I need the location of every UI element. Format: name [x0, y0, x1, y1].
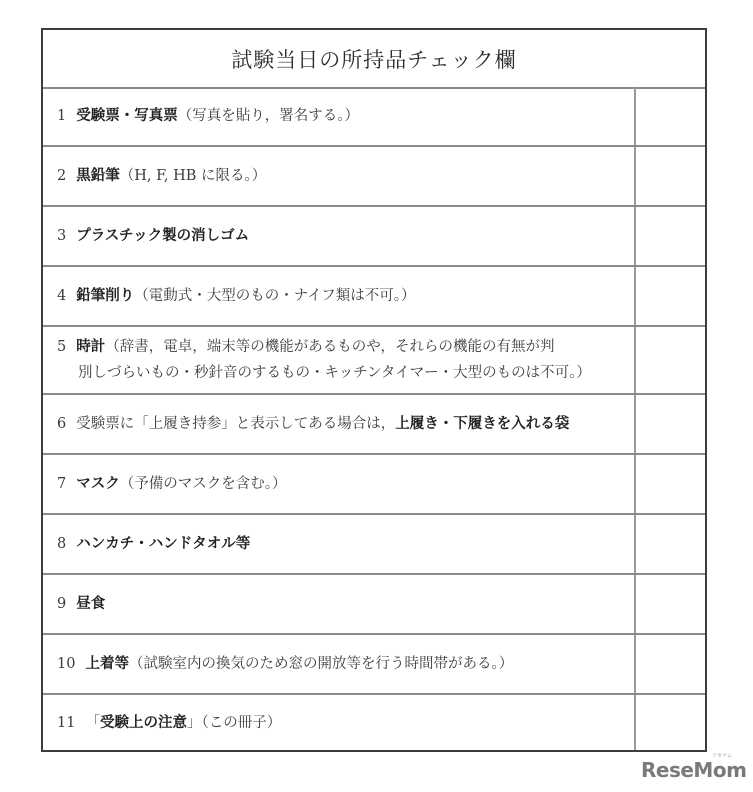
item-note: （辞書，電卓，端末等の機能があるものや，それらの機能の有無が判: [105, 339, 555, 355]
check-box[interactable]: [638, 395, 705, 453]
item-note: 」（この冊子）: [186, 714, 282, 731]
check-box[interactable]: [638, 455, 705, 513]
watermark-ruby: リセマム: [712, 753, 732, 759]
item-name: 受験上の注意: [99, 714, 187, 731]
check-box[interactable]: [638, 635, 705, 693]
item-name: 受験票・写真票: [76, 108, 178, 124]
checklist-row-6: [43, 395, 705, 455]
item-name: 鉛筆削り: [76, 288, 135, 304]
item-number: 9: [57, 596, 67, 612]
item-name: 昼食: [76, 596, 106, 612]
checklist-table: [41, 28, 707, 752]
check-box[interactable]: [638, 515, 705, 573]
item-cell: [43, 207, 636, 265]
check-box[interactable]: [638, 575, 705, 633]
item-number: 6: [57, 416, 67, 432]
checklist-row-3: [43, 207, 705, 267]
item-cell: [43, 147, 636, 205]
item-cell: [43, 575, 636, 633]
item-name: 黒鉛筆: [76, 168, 120, 184]
item-cell: [43, 455, 636, 513]
checklist-row-5: [43, 327, 705, 395]
item-number: 1: [57, 108, 67, 124]
item-note: （写真を貼り，署名する。）: [177, 108, 359, 124]
resemom-logo: ReseMom: [641, 758, 747, 782]
item-cell: [43, 87, 636, 145]
checklist-row-2: [43, 147, 705, 207]
item-condition: 受験票に「上履き持参」と表示してある場合は，: [76, 416, 396, 432]
check-box[interactable]: [638, 267, 705, 325]
item-cell: [43, 395, 636, 453]
item-number: 4: [57, 288, 67, 304]
checklist-row-10: [43, 635, 705, 695]
check-box[interactable]: [638, 147, 705, 205]
item-number: 3: [57, 228, 67, 244]
page-title: 試験当日の所持品チェック欄: [231, 47, 517, 72]
item-name: ハンカチ・ハンドタオル等: [76, 536, 251, 552]
checklist-row-4: [43, 267, 705, 327]
item-cell: [43, 515, 636, 573]
item-number: 10: [57, 656, 76, 672]
check-box[interactable]: [638, 87, 705, 145]
checklist-row-1: [43, 87, 705, 147]
check-box[interactable]: [638, 207, 705, 265]
item-cell: [43, 267, 636, 325]
item-note: （電動式・大型のもの・ナイフ類は不可。）: [134, 288, 416, 304]
item-name: プラスチック製の消しゴム: [76, 228, 250, 244]
item-cell: [43, 635, 636, 693]
item-name: マスク: [76, 476, 120, 492]
item-open-bracket: 「: [85, 714, 100, 731]
item-note: （試験室内の換気のため窓の開放等を行う時間帯がある。）: [128, 656, 514, 672]
checklist-row-8: [43, 515, 705, 575]
item-name: 時計: [76, 339, 106, 355]
item-number: 7: [57, 476, 67, 492]
item-number: 11: [57, 714, 76, 731]
item-cell: [43, 327, 636, 393]
checklist-row-9: [43, 575, 705, 635]
item-name: 上履き・下履きを入れる袋: [395, 416, 570, 432]
item-note: （予備のマスクを含む。）: [119, 476, 287, 492]
title-row: [43, 30, 705, 89]
item-cell: [43, 695, 636, 750]
item-note-continued: 別しづらいもの・秒針音のするもの・キッチンタイマー・大型のものは不可。）: [78, 365, 591, 381]
item-number: 5: [57, 339, 67, 355]
checklist-row-11: [43, 695, 705, 750]
checklist-row-7: [43, 455, 705, 515]
item-name: 上着等: [85, 656, 129, 672]
item-note: （H, F, HB に限る。）: [119, 168, 267, 184]
item-number: 2: [57, 168, 67, 184]
item-number: 8: [57, 536, 67, 552]
check-box[interactable]: [638, 327, 705, 393]
check-box[interactable]: [638, 695, 705, 750]
